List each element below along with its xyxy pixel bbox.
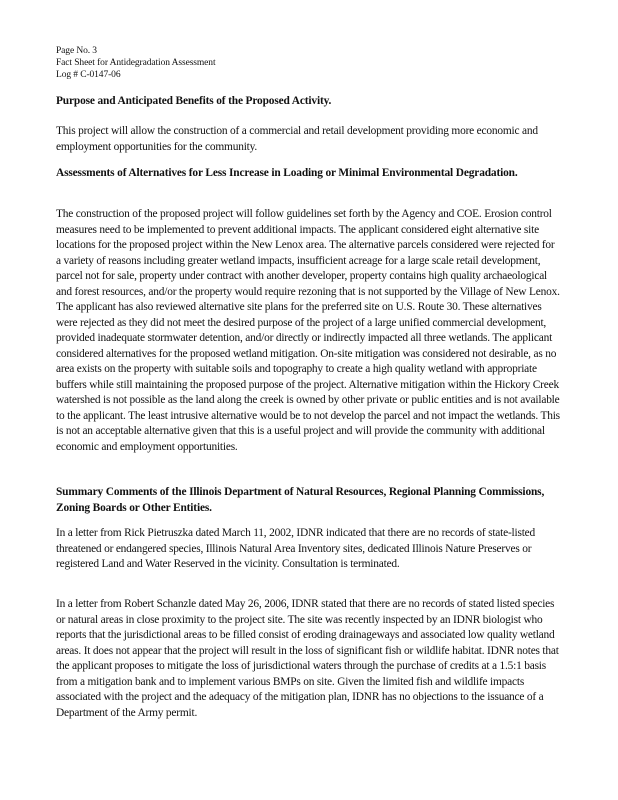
log-number: Log # C-0147-06	[56, 70, 121, 80]
page-number: Page No. 3	[56, 46, 97, 56]
section-heading: Assessments of Alternatives for Less Increase in Loading or Minimal Environmental Degradation.	[56, 167, 518, 179]
paragraph: This project will allow the construction of a commercial and retail development providing more economic and employment opportunities for the community.	[56, 125, 538, 153]
section-comments-body-2	[56, 597, 562, 721]
section-comments-heading-block	[56, 485, 562, 516]
document-subtitle: Fact Sheet for Antidegradation Assessment	[56, 58, 216, 68]
paragraph: The construction of the proposed project will follow guidelines set forth by the Agency and COE. Erosion control measures need to be implemented to prevent additional impacts. The applicant considered eight alternative site locations for the proposed project within the New Lenox area. The alternative parcels considered were rejected for a variety of reasons including greater wetland impacts, insufficient acreage for a large scale retail development, parcel not for sale, property under contract with another developer, property contains high quality archaeological and forest resources, and/or the property would require rezoning that is not supported by the Village of New Lenox. The applicant has also reviewed alternative site plans for the preferred site on U.S. Route 30. These alternatives were rejected as they did not meet the desired purpose of the project of a large unified commercial development, provided inadequate stormwater detention, and/or directly or indirectly impacted all three wetlands. The applicant considered alternatives for the proposed wetland mitigation. On-site mitigation was considered not desirable, as no area exists on the property with suitable soils and topography to create a high quality wetland with appropriate buffers while still maintaining the proposed purpose of the project. Alternative mitigation within the Hickory Creek watershed is not possible as the land along the creek is owned by other private or public entities and is not available to the applicant. The least intrusive alternative would be to not develop the parcel and not impact the wetlands. This is not an acceptable alternative given that this is a useful project and will provide the community with additional economic and employment opportunities.	[56, 208, 560, 453]
paragraph: In a letter from Rick Pietruszka dated March 11, 2002, IDNR indicated that there are no records of state-listed threatened or endangered species, Illinois Natural Area Inventory sites, dedicated Illinois Nature Preserves or registered Land and Water Reserved in the vicinity. Consultation is terminated.	[56, 527, 536, 570]
page-header	[56, 45, 215, 81]
paragraph: In a letter from Robert Schanzle dated May 26, 2006, IDNR stated that there are no records of stated listed species or natural areas in close proximity to the project site. The site was recently inspected by an IDNR biologist who reports that the jurisdictional areas to be filled consist of eroding drainageways and associated low quality wetland areas. It does not appear that the project will result in the loss of significant fish or wildlife habitat. IDNR notes that the applicant proposes to mitigate the loss of jurisdictional waters through the purchase of credits at a 1.5:1 basis from a mitigation bank and to implement various BMPs on site. Given the limited fish and wildlife impacts associated with the project and the adequacy of the mitigation plan, IDNR has no objections to the issuance of a Department of the Army permit.	[56, 598, 559, 719]
section-comments-body-1	[56, 526, 562, 573]
section-purpose-heading-block	[56, 94, 562, 110]
section-alternatives-heading-block	[56, 166, 562, 182]
section-heading: Summary Comments of the Illinois Department of Natural Resources, Regional Planning Commissions, Zoning Boards or Other Entities.	[56, 486, 545, 514]
section-purpose-body	[56, 124, 562, 155]
section-heading: Purpose and Anticipated Benefits of the Proposed Activity.	[56, 95, 332, 107]
section-alternatives-body	[56, 207, 562, 455]
